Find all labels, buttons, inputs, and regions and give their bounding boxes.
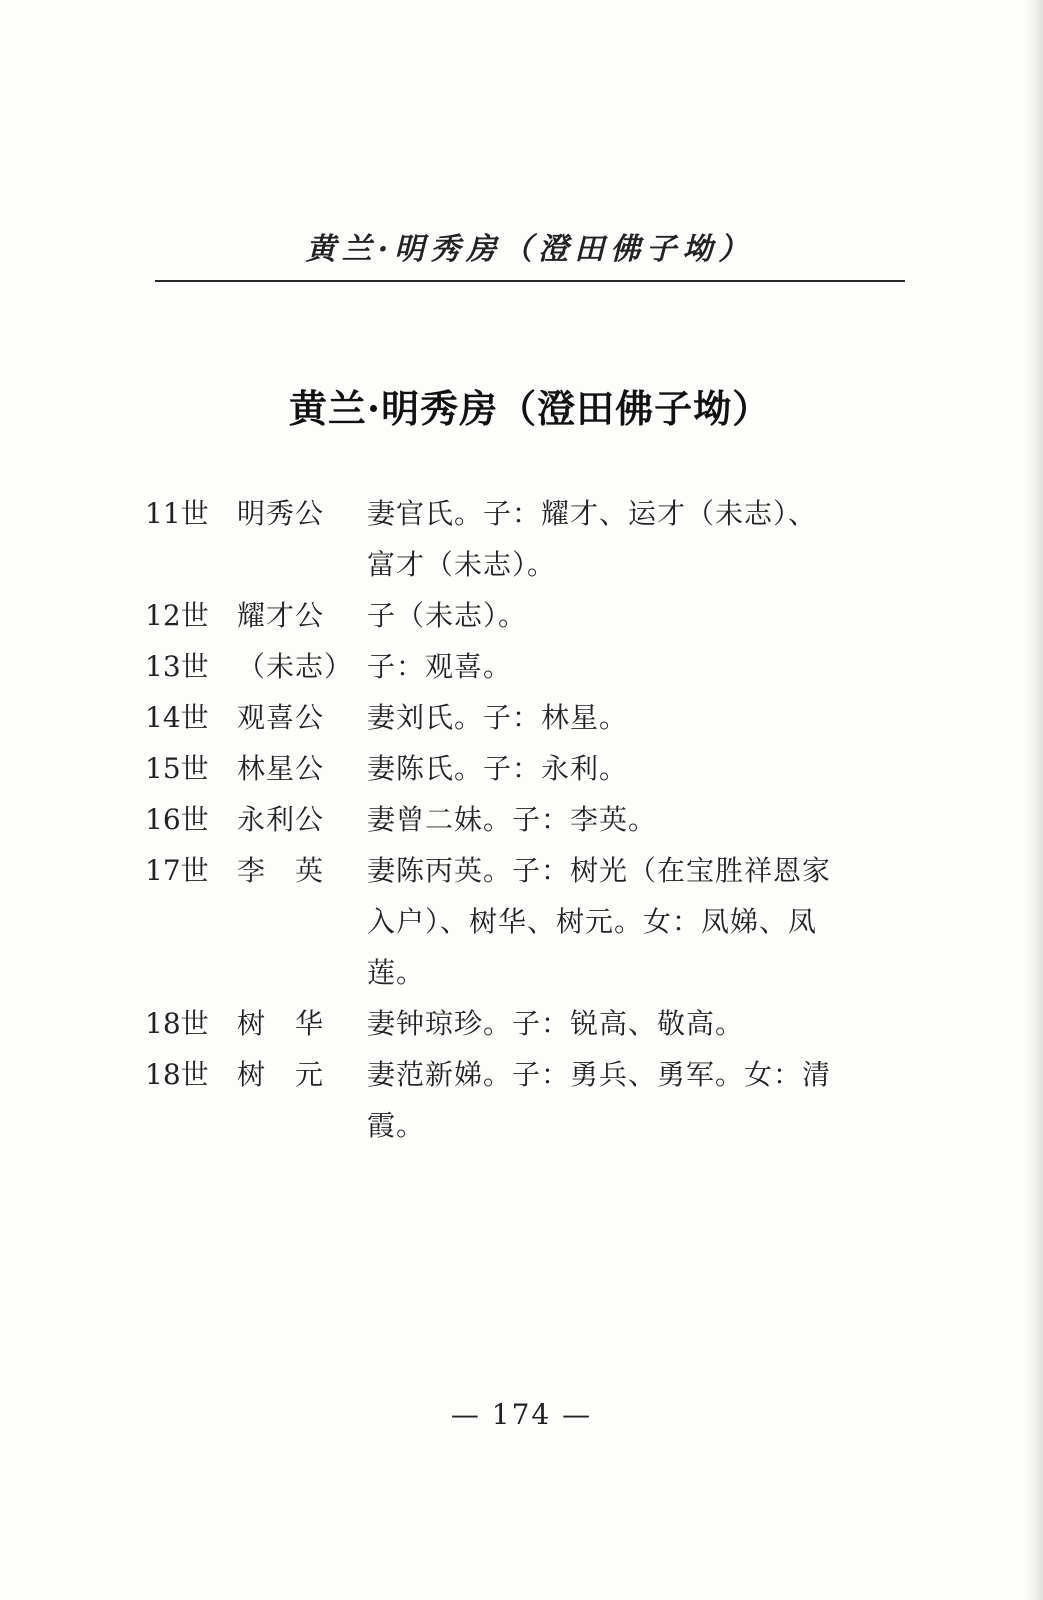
description-line: 妻曾二妹。子：李英。: [367, 803, 658, 836]
entry-description: [367, 692, 885, 743]
generation-label: 16世: [145, 803, 209, 836]
genealogy-entry: [145, 488, 895, 590]
page-number: — 174 —: [450, 1398, 593, 1431]
genealogy-entry: [145, 692, 895, 743]
person-name: 永利公: [237, 803, 325, 836]
entry-description: [367, 794, 885, 845]
generation-label: 18世: [145, 1007, 209, 1040]
description-line: 妻钟琼珍。子：锐高、敬高。: [367, 1007, 745, 1040]
description-line: 子：观喜。: [367, 650, 513, 683]
description-line: 妻陈丙英。子：树光（在宝胜祥恩家: [367, 854, 832, 887]
entry-description: [367, 488, 885, 590]
genealogy-entry: [145, 641, 895, 692]
entry-description: [367, 641, 885, 692]
generation-label: 14世: [145, 701, 209, 734]
running-header: [155, 222, 905, 282]
entry-description: [367, 590, 885, 641]
generation-label: 15世: [145, 752, 209, 785]
generation-label: 13世: [145, 650, 209, 683]
description-line: 妻刘氏。子：林星。: [367, 701, 629, 734]
entry-description: [367, 1049, 885, 1151]
genealogy-entry: [145, 1049, 895, 1151]
page-edge-shadow: [1025, 0, 1043, 1600]
generation-label: 18世: [145, 1058, 209, 1091]
description-line: 霞。: [367, 1109, 426, 1142]
person-name: 观喜公: [237, 701, 325, 734]
genealogy-entry: [145, 743, 895, 794]
description-line: 入户）、树华、树元。女：凤娣、凤: [367, 905, 818, 938]
page-title: 黄兰·明秀房（澄田佛子坳）: [288, 386, 772, 431]
description-line: 妻官氏。子：耀才、运才（未志）、: [367, 497, 818, 530]
genealogy-entry: [145, 845, 895, 998]
description-line: 莲。: [367, 956, 426, 989]
description-line: 富才（未志）。: [367, 548, 557, 581]
genealogy-entries: [145, 488, 895, 1151]
entry-description: [367, 998, 885, 1049]
genealogy-entry: [145, 590, 895, 641]
genealogy-entry: [145, 794, 895, 845]
description-line: 妻范新娣。子：勇兵、勇军。女：清: [367, 1058, 832, 1091]
running-header-text: 黄兰·明秀房（澄田佛子坳）: [305, 232, 755, 267]
person-name: 树 华: [237, 1007, 325, 1040]
generation-label: 11世: [145, 497, 209, 530]
person-name: 李 英: [237, 854, 325, 887]
description-line: 子（未志）。: [367, 599, 528, 632]
generation-label: 12世: [145, 599, 209, 632]
person-name: 树 元: [237, 1058, 325, 1091]
person-name: 耀才公: [237, 599, 325, 632]
entry-description: [367, 845, 885, 998]
genealogy-entry: [145, 998, 895, 1049]
generation-label: 17世: [145, 854, 209, 887]
header-rule: [155, 280, 905, 282]
person-name: （未志）: [237, 650, 354, 683]
person-name: 林星公: [237, 752, 325, 785]
entry-description: [367, 743, 885, 794]
person-name: 明秀公: [237, 497, 325, 530]
description-line: 妻陈氏。子：永利。: [367, 752, 629, 785]
